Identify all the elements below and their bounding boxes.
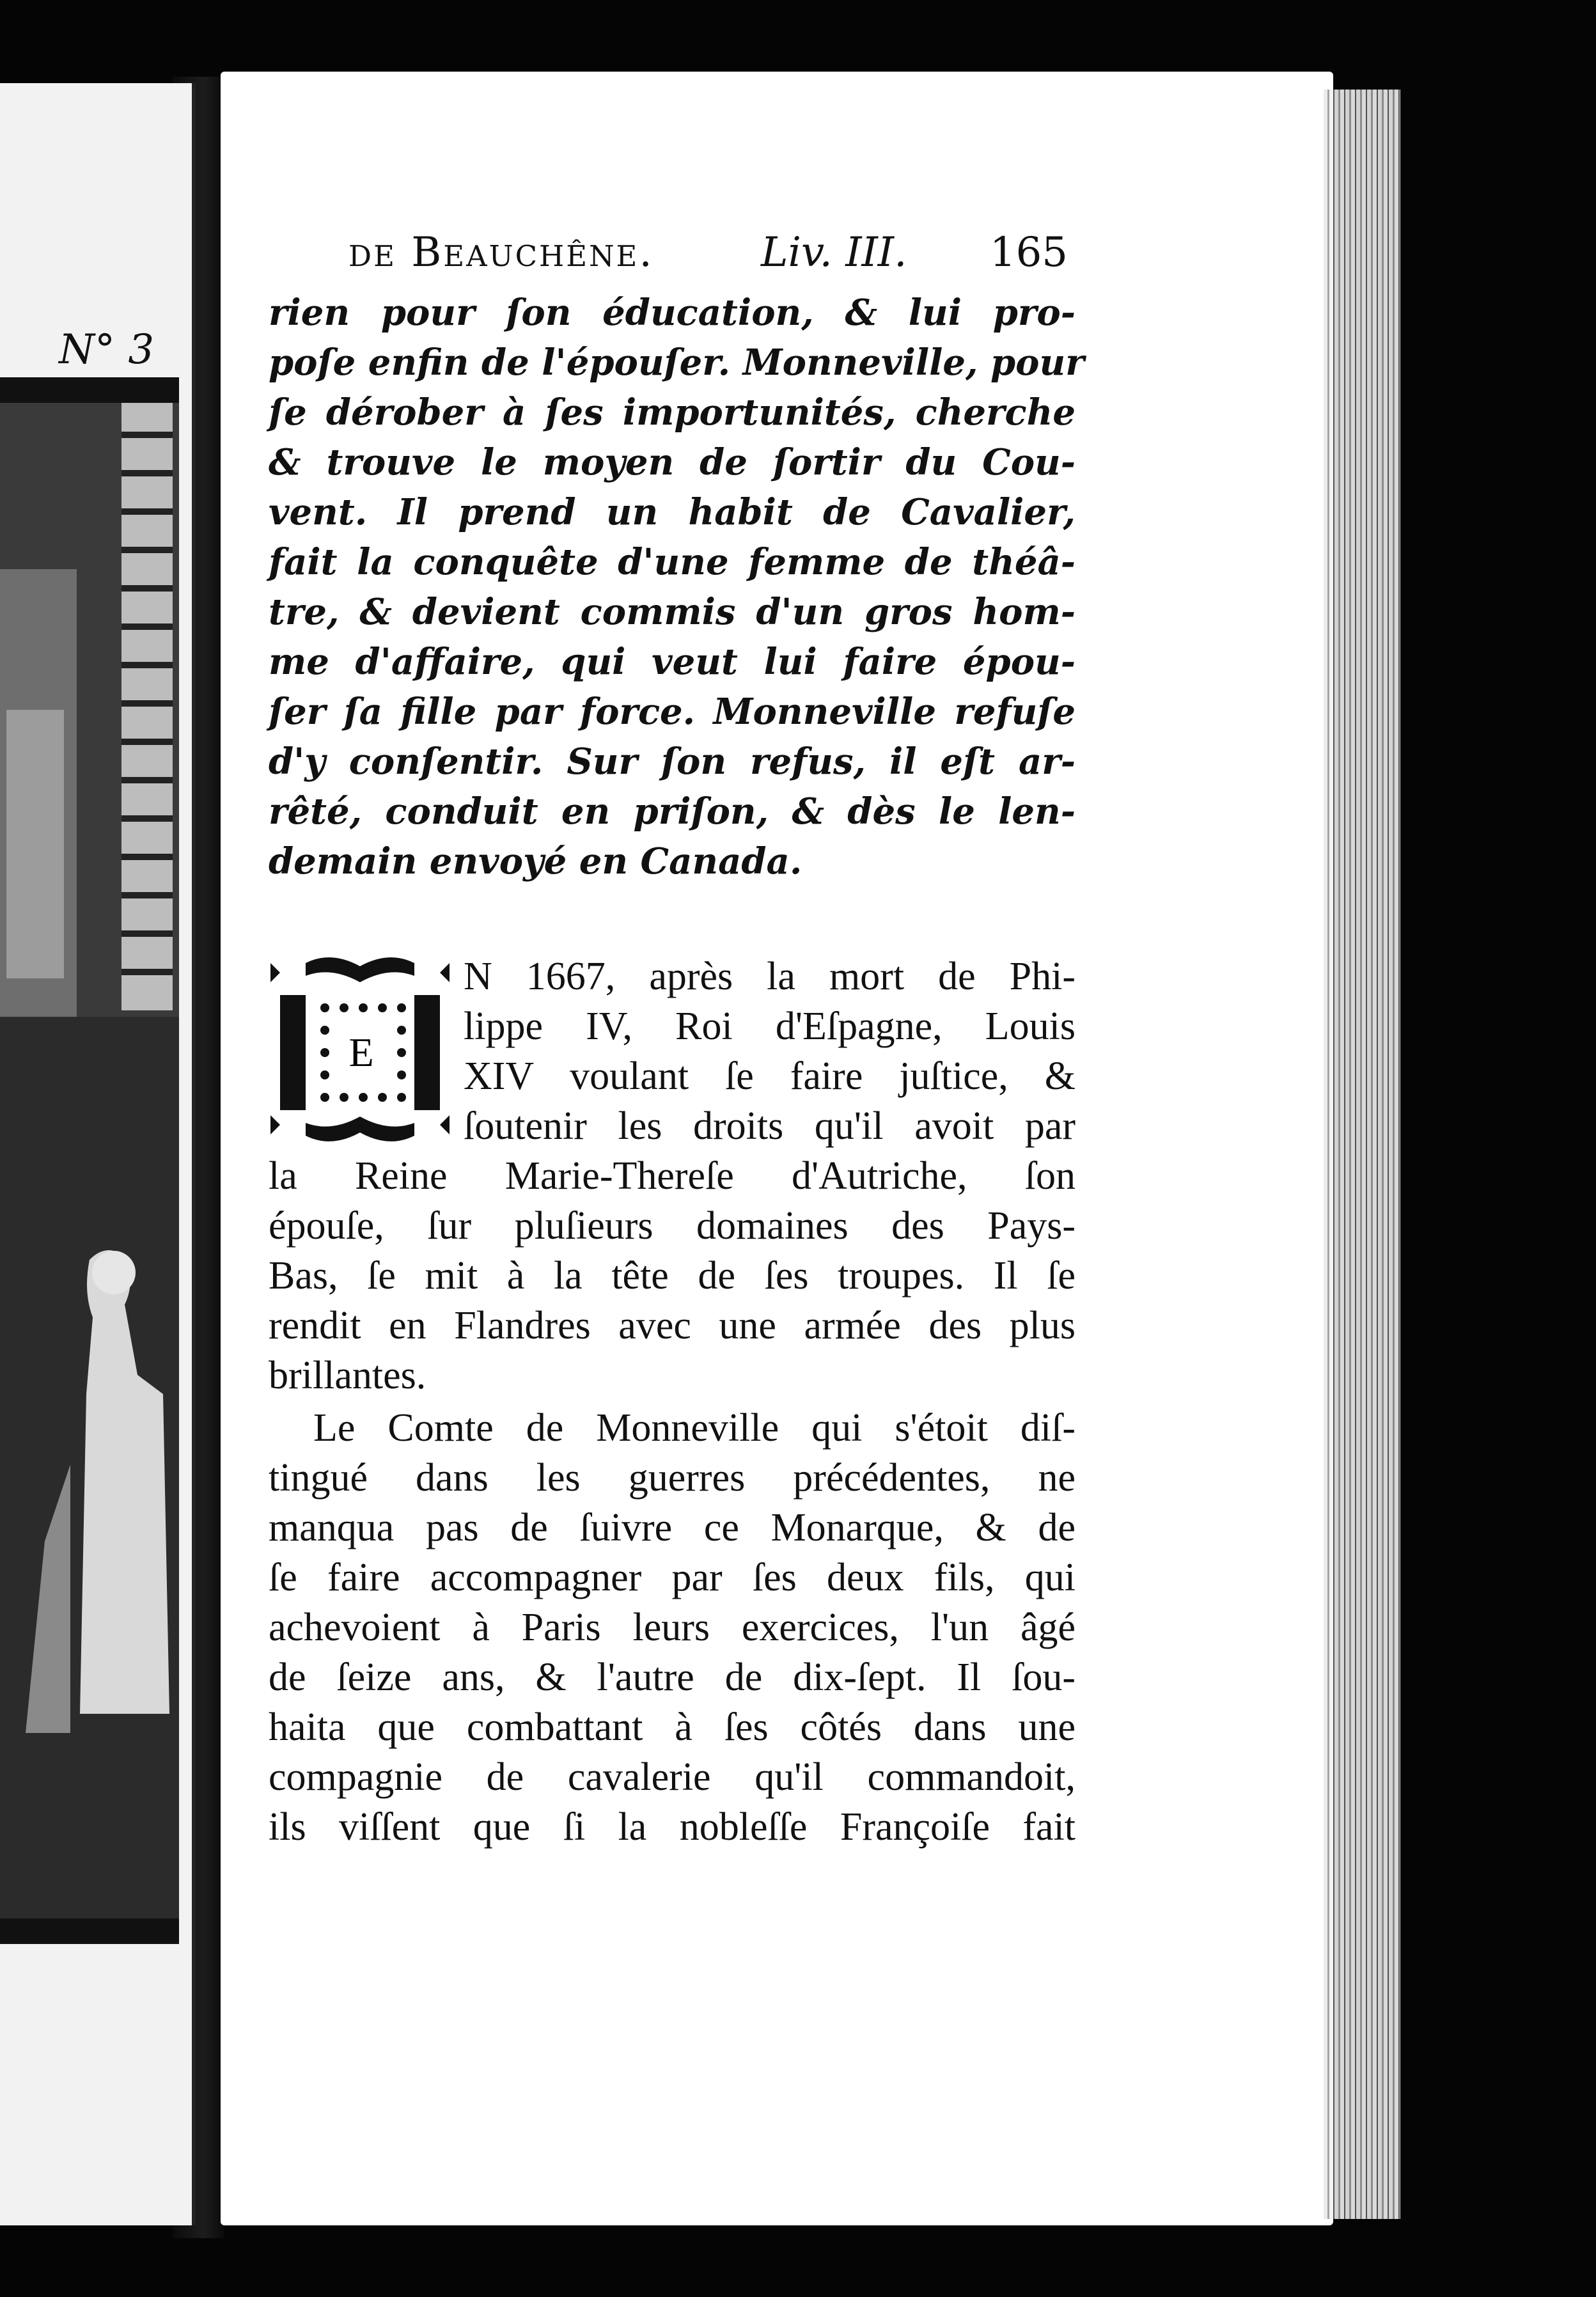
summary-line: demain envoyé en Canada. <box>269 840 802 882</box>
drop-capital <box>267 950 453 1147</box>
body-line: ils viſſent que ſi la nobleſſe Françoiſe fait <box>269 1805 1076 1849</box>
page-edges <box>1324 90 1400 2219</box>
body-line: brillantes. <box>269 1354 426 1397</box>
body-line: compagnie de cavalerie qu'il commandoit, <box>269 1755 1076 1799</box>
summary-line: ſe dérober à ſes importunités, cherche <box>269 391 1076 434</box>
body-line: haita que combattant à ſes côtés dans une <box>269 1705 1076 1749</box>
summary-line: d'y conſentir. Sur ſon refus, il eſt ar- <box>269 741 1076 783</box>
body-line: achevoient à Paris leurs exercices, l'un âgé <box>269 1606 1076 1649</box>
summary-line: fait la conquête d'une femme de théâ- <box>269 541 1076 583</box>
summary-line: rêté, conduit en priſon, & dès le len- <box>269 790 1076 833</box>
body-line: tingué dans les guerres précédentes, ne <box>269 1456 1076 1500</box>
summary-line: vent. Il prend un habit de Cavalier, <box>269 491 1076 533</box>
page-number: 165 <box>989 229 1068 276</box>
running-head <box>348 224 1068 288</box>
running-head-book: Liv. III. <box>761 229 907 276</box>
body-line: ſoutenir les droits qu'il avoit par <box>464 1104 1076 1148</box>
summary-line: & trouve le moyen de ſortir du Cou- <box>269 441 1076 483</box>
running-head-title: de Beauchêne. <box>348 229 654 276</box>
summary-line: ſer ſa fille par force. Monneville refuſe <box>269 691 1076 733</box>
body-line: épouſe, ſur pluſieurs domaines des Pays- <box>269 1204 1076 1248</box>
body-line: N 1667, après la mort de Phi- <box>464 955 1076 998</box>
body-line: de ſeize ans, & l'autre de dix-ſept. Il ſou- <box>269 1656 1076 1699</box>
body-line: manqua pas de ſuivre ce Monarque, & de <box>269 1506 1076 1549</box>
body-line: Bas, ſe mit à la tête de ſes troupes. Il ſe <box>269 1254 1076 1297</box>
body-line: XIV voulant ſe faire juſtice, & <box>464 1054 1076 1098</box>
body-line: la Reine Marie-Thereſe d'Autriche, ſon <box>269 1154 1076 1198</box>
facing-plate-page <box>0 83 196 2225</box>
body-line: ſe faire accompagner par ſes deux fils, qui <box>269 1556 1076 1599</box>
drop-capital-letter: E <box>341 1027 381 1078</box>
summary-line: me d'affaire, qui veut lui faire épou- <box>269 641 1076 683</box>
summary-line: rien pour ſon éducation, & lui pro- <box>269 292 1076 334</box>
summary-line: poſe enfin de l'épouſer. Monneville, pour <box>269 341 1084 384</box>
body-line: Le Comte de Monneville qui s'étoit diſ- <box>313 1406 1076 1450</box>
body-line: lippe IV, Roi d'Eſpagne, Louis <box>464 1005 1076 1048</box>
engraving-illustration <box>0 377 179 1944</box>
summary-line: tre, & devient commis d'un gros hom- <box>269 591 1076 633</box>
plate-number: N° 3 <box>59 326 155 373</box>
body-line: rendit en Flandres avec une armée des plus <box>269 1304 1076 1347</box>
